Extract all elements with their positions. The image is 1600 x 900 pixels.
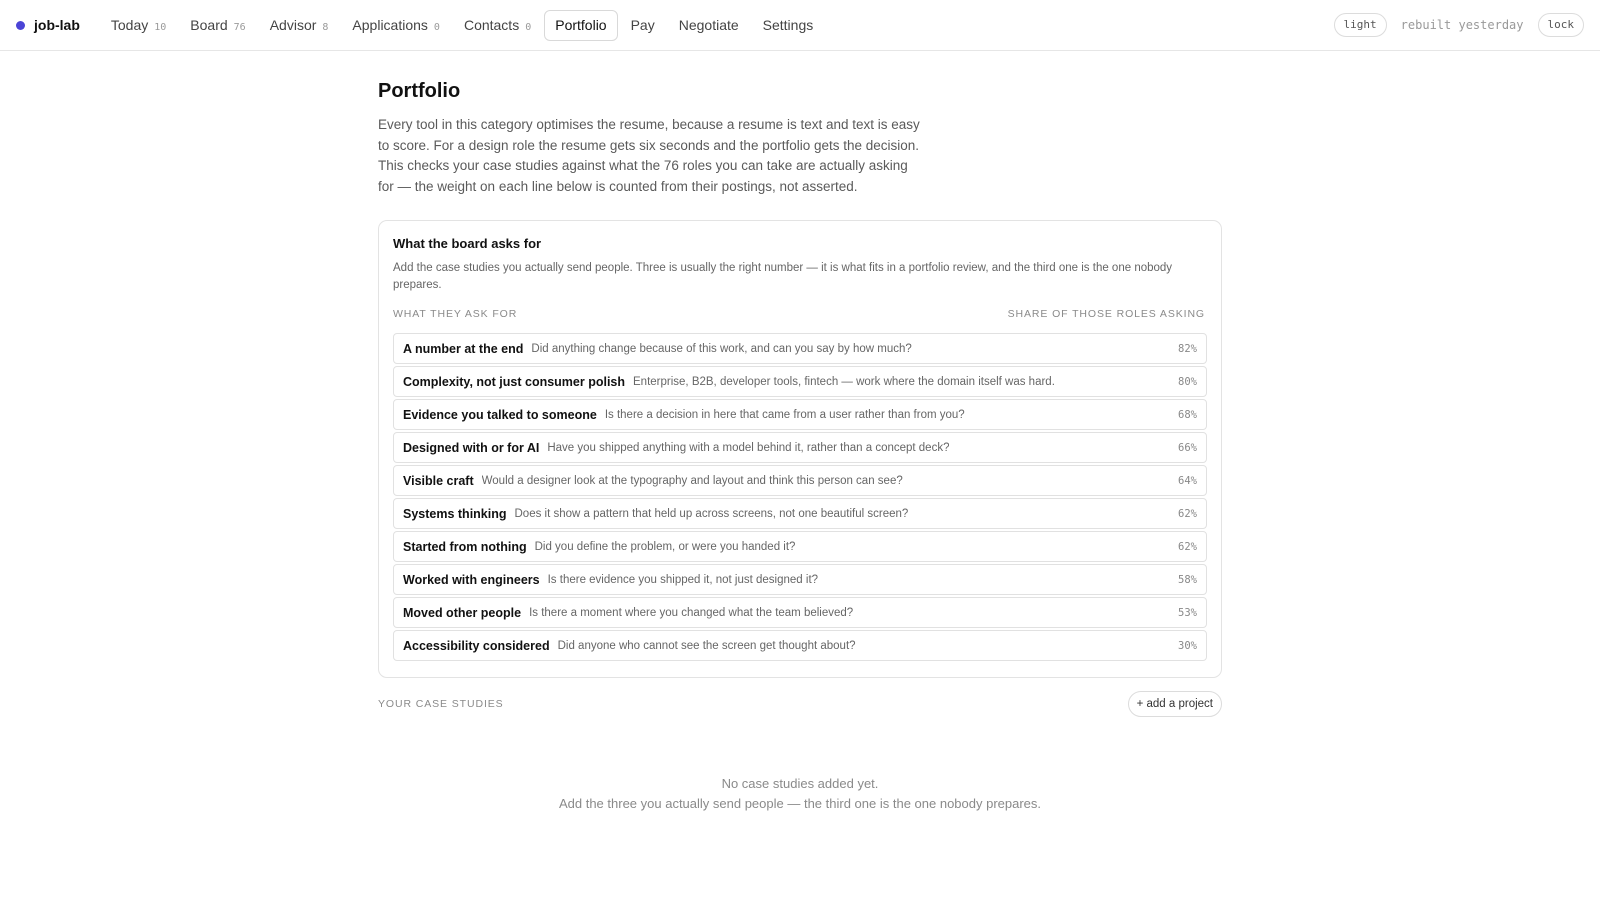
nav-item-count: 0: [525, 21, 532, 33]
nav-item-settings[interactable]: [752, 10, 825, 41]
ask-name: Evidence you talked to someone: [403, 407, 597, 422]
main-nav: [100, 10, 826, 41]
asks-list: [393, 333, 1207, 661]
ask-name: Moved other people: [403, 605, 522, 620]
ask-share-percent: 53%: [1178, 606, 1197, 619]
ask-name: Worked with engineers: [403, 572, 540, 587]
ask-question: Does it show a pattern that held up across screens, not one beautiful screen?: [514, 507, 909, 520]
nav-item-count: 0: [433, 21, 440, 33]
ask-name: Complexity, not just consumer polish: [403, 374, 626, 389]
card-title: What the board asks for: [393, 236, 542, 251]
ask-row: [393, 465, 1207, 496]
nav-item-label: Pay: [630, 16, 655, 33]
ask-name: Visible craft: [403, 473, 474, 488]
nav-item-portfolio[interactable]: [544, 10, 617, 41]
ask-row: [393, 630, 1207, 661]
nav-item-label: Advisor: [269, 16, 317, 33]
nav-item-label: Portfolio: [555, 16, 607, 33]
brand-dot-icon: [16, 21, 25, 30]
nav-item-label: Board: [190, 16, 228, 33]
ask-share-percent: 58%: [1178, 573, 1197, 586]
main-content: [378, 80, 1222, 814]
ask-share-percent: 62%: [1178, 507, 1197, 520]
ask-question: Enterprise, B2B, developer tools, fintech — work where the domain itself was hard.: [633, 375, 1055, 388]
list-header: [393, 308, 1207, 320]
ask-row: [393, 597, 1207, 628]
nav-item-label: Today: [110, 16, 149, 33]
nav-item-today[interactable]: [100, 10, 177, 41]
top-navigation-bar: [0, 0, 1600, 51]
page-title: Portfolio: [378, 80, 461, 102]
ask-question: Did anyone who cannot see the screen get thought about?: [557, 639, 856, 652]
ask-question: Would a designer look at the typography and layout and think this person can see?: [481, 474, 903, 487]
nav-item-count: 10: [154, 21, 167, 33]
case-studies-label: YOUR CASE STUDIES: [378, 698, 504, 710]
ask-row: [393, 531, 1207, 562]
add-project-button[interactable]: + add a project: [1128, 691, 1222, 717]
nav-item-board[interactable]: [179, 10, 256, 41]
ask-row: [393, 366, 1207, 397]
rebuild-status: rebuilt yesterday: [1400, 18, 1524, 32]
nav-item-advisor[interactable]: [259, 10, 340, 41]
brand[interactable]: [16, 17, 80, 33]
ask-share-percent: 68%: [1178, 408, 1197, 421]
ask-share-percent: 82%: [1178, 342, 1197, 355]
column-header-asks: WHAT THEY ASK FOR: [393, 308, 518, 320]
ask-question: Is there evidence you shipped it, not just designed it?: [547, 573, 819, 586]
ask-question: Did you define the problem, or were you handed it?: [534, 540, 796, 553]
nav-item-count: 8: [322, 21, 329, 33]
ask-share-percent: 64%: [1178, 474, 1197, 487]
page-intro: Every tool in this category optimises the resume, because a resume is text and text is easy to score. For a design role the resume gets six seconds and the portfolio gets the decision. This checks your case studies against what the 76 roles you can take are actually asking for — the weight on each line below is counted from their postings, not asserted.: [378, 117, 920, 194]
ask-row: [393, 399, 1207, 430]
nav-item-negotiate[interactable]: [668, 10, 750, 41]
ask-question: Did anything change because of this work, and can you say by how much?: [531, 342, 912, 355]
column-header-share: SHARE OF THOSE ROLES ASKING: [1007, 308, 1205, 320]
ask-name: A number at the end: [403, 341, 524, 356]
ask-row: [393, 333, 1207, 364]
ask-row: [393, 498, 1207, 529]
ask-name: Designed with or for AI: [403, 440, 540, 455]
ask-question: Have you shipped anything with a model behind it, rather than a concept deck?: [547, 441, 950, 454]
nav-item-label: Settings: [762, 16, 814, 33]
ask-row: [393, 432, 1207, 463]
case-studies-header: [378, 691, 1222, 717]
ask-name: Systems thinking: [403, 506, 507, 521]
theme-toggle-button[interactable]: light: [1334, 13, 1387, 37]
empty-state-hint: Add the three you actually send people — the third one is the one nobody prepares.: [558, 796, 1042, 811]
nav-item-label: Negotiate: [678, 16, 739, 33]
ask-row: [393, 564, 1207, 595]
nav-item-label: Contacts: [463, 16, 520, 33]
brand-name: job-lab: [34, 17, 80, 33]
empty-state: [378, 774, 1222, 814]
ask-name: Started from nothing: [403, 539, 527, 554]
top-right-controls: [1334, 13, 1584, 37]
ask-share-percent: 30%: [1178, 639, 1197, 652]
nav-item-pay[interactable]: [620, 10, 666, 41]
nav-item-contacts[interactable]: [453, 10, 542, 41]
ask-share-percent: 66%: [1178, 441, 1197, 454]
ask-share-percent: 80%: [1178, 375, 1197, 388]
ask-share-percent: 62%: [1178, 540, 1197, 553]
ask-question: Is there a decision in here that came from a user rather than from you?: [604, 408, 965, 421]
nav-item-applications[interactable]: [341, 10, 451, 41]
card-description: Add the case studies you actually send people. Three is usually the right number — it is what fits in a portfolio review, and the third one is the one nobody prepares.: [393, 262, 1173, 291]
ask-question: Is there a moment where you changed what the team believed?: [529, 606, 854, 619]
empty-state-line: No case studies added yet.: [721, 776, 879, 791]
ask-name: Accessibility considered: [403, 638, 550, 653]
nav-item-label: Applications: [352, 16, 428, 33]
nav-item-count: 76: [233, 21, 246, 33]
board-asks-card: [378, 220, 1222, 678]
lock-button[interactable]: lock: [1538, 13, 1585, 37]
